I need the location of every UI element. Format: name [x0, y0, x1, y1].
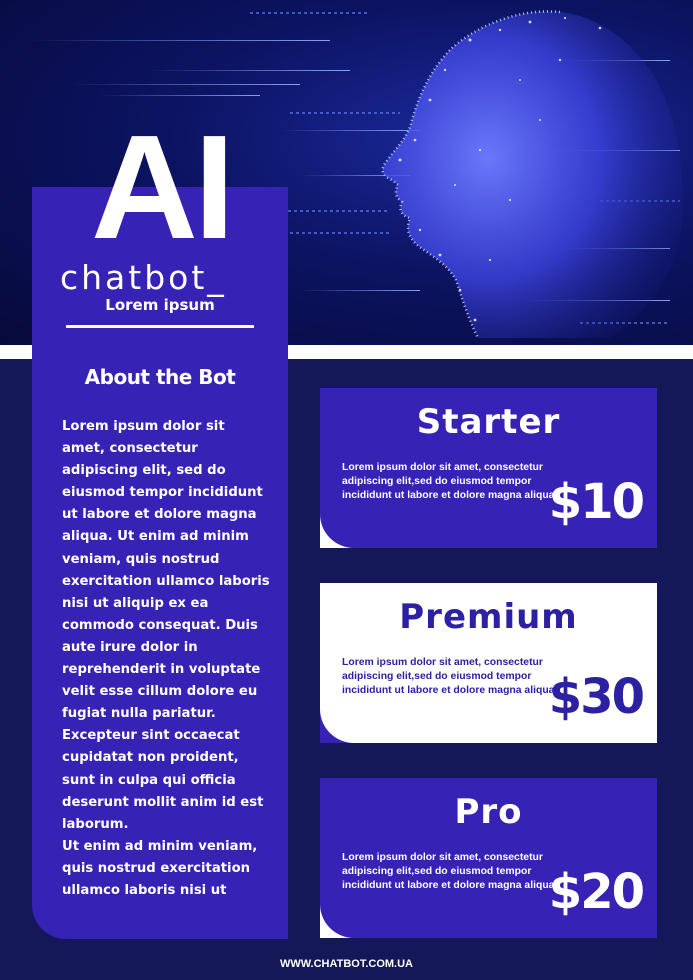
plan-price: $10 — [548, 474, 643, 530]
plan-description: Lorem ipsum dolor sit amet, consectetur adipiscing elit,sed do eiusmod tempor incididunt ut labore et dolore magna aliqua — [342, 462, 555, 502]
plan-name: Premium — [399, 597, 578, 637]
website-link[interactable]: WWW.CHATBOT.COM.UA — [280, 958, 413, 970]
hero-subtitle: chatbot_ — [60, 258, 227, 297]
plan-card-premium[interactable] — [320, 583, 657, 743]
plan-card-pro[interactable] — [320, 778, 657, 938]
plan-name: Starter — [416, 402, 561, 442]
plan-name: Pro — [454, 792, 523, 832]
plan-card-starter[interactable] — [320, 388, 657, 548]
plan-description: Lorem ipsum dolor sit amet, consectetur adipiscing elit,sed do eiusmod tempor incididunt ut labore et dolore magna aliqua — [342, 657, 555, 697]
plan-price: $20 — [548, 864, 643, 920]
about-heading: About the Bot — [84, 365, 236, 389]
hero-title: AI — [91, 105, 231, 270]
hero-tagline: Lorem ipsum — [105, 296, 215, 314]
about-body-text: Lorem ipsum dolor sit amet, consectetur adipiscing elit, sed do eiusmod tempor incididunt ut labore et dolore magna aliqua. Ut enim ad minim veniam, quis nostrud exercitation ullamco laboris nisi ut aliquip ex ea commodo consequat. Duis aute irure dolor in reprehenderit in voluptate velit esse cillum dolore eu fugiat nulla pariatur. Excepteur sint occaecat cupidatat non proident, sunt in culpa qui officia deserunt mollit anim id est laborum. Ut enim ad minim veniam, quis nostrud exercitation ullamco laboris nisi ut — [62, 419, 270, 898]
plan-price: $30 — [548, 669, 643, 725]
plan-description: Lorem ipsum dolor sit amet, consectetur adipiscing elit,sed do eiusmod tempor incididunt ut labore et dolore magna aliqua — [342, 852, 555, 892]
tagline-underline — [66, 325, 254, 328]
